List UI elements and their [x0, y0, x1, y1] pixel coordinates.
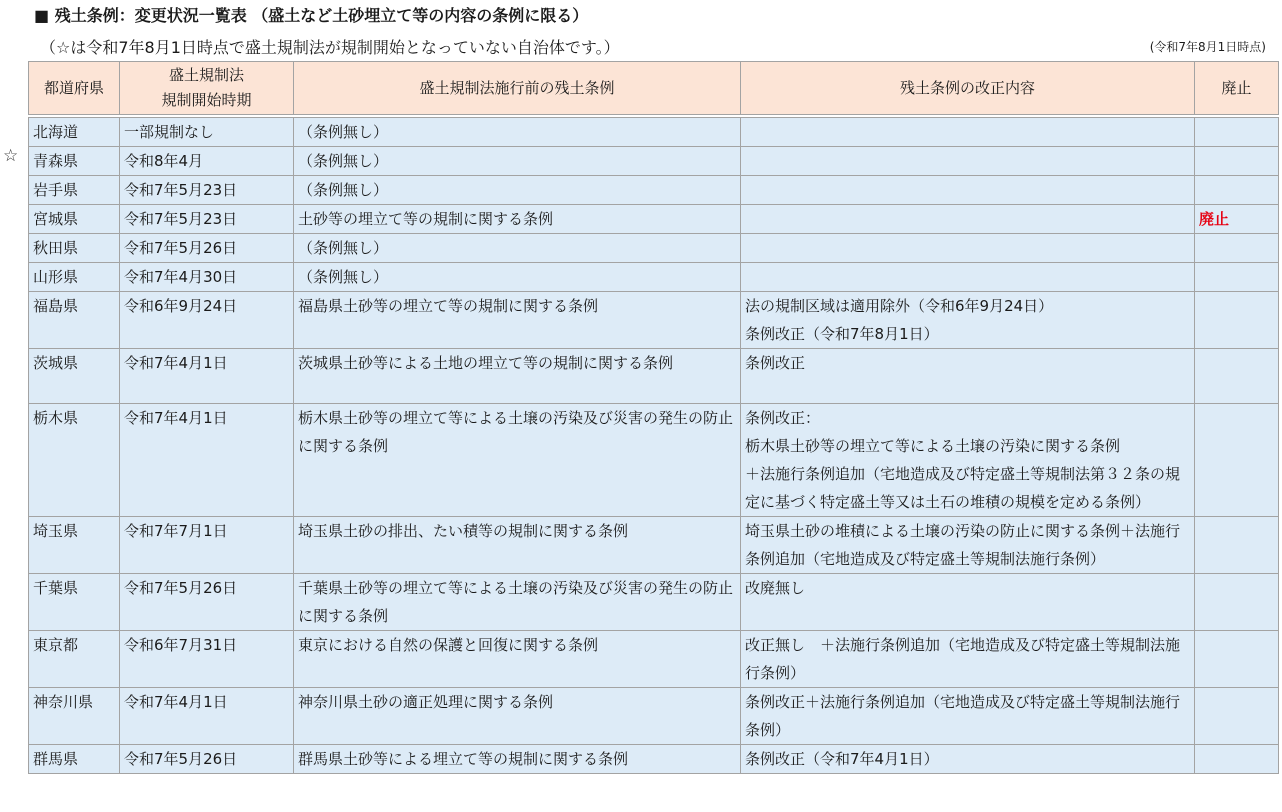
cell-revision: 条例改正 — [741, 349, 1195, 404]
cell-abolished — [1195, 176, 1279, 205]
cell-start-date: 令和7年5月23日 — [120, 205, 294, 234]
table-row — [29, 349, 1279, 404]
table-row — [29, 147, 1279, 176]
cell-ordinance-before: （条例無し） — [294, 176, 741, 205]
header-prefecture: 都道府県 — [29, 62, 120, 115]
cell-ordinance-before: 埼玉県土砂の排出、たい積等の規制に関する条例 — [294, 517, 741, 574]
cell-start-date: 令和7年5月23日 — [120, 176, 294, 205]
cell-revision — [741, 176, 1195, 205]
cell-prefecture: 群馬県 — [29, 745, 120, 774]
cell-ordinance-before: 群馬県土砂等による埋立て等の規制に関する条例 — [294, 745, 741, 774]
page-title: ■ 残土条例：変更状況一覧表 （盛土など土砂埋立て等の内容の条例に限る） — [34, 6, 589, 25]
cell-abolished — [1195, 517, 1279, 574]
cell-ordinance-before: 千葉県土砂等の埋立て等による土壌の汚染及び災害の発生の防止に関する条例 — [294, 574, 741, 631]
cell-ordinance-before: （条例無し） — [294, 118, 741, 147]
header-ordinance-before: 盛土規制法施行前の残土条例 — [294, 62, 741, 115]
cell-prefecture: 北海道 — [29, 118, 120, 147]
cell-abolished — [1195, 263, 1279, 292]
cell-prefecture: 栃木県 — [29, 404, 120, 517]
cell-start-date: 令和7年4月1日 — [120, 404, 294, 517]
table-row — [29, 688, 1279, 745]
cell-revision — [741, 234, 1195, 263]
cell-ordinance-before: （条例無し） — [294, 147, 741, 176]
cell-abolished — [1195, 631, 1279, 688]
cell-prefecture: 福島県 — [29, 292, 120, 349]
header-abolished: 廃止 — [1195, 62, 1279, 115]
cell-revision — [741, 263, 1195, 292]
cell-ordinance-before: （条例無し） — [294, 234, 741, 263]
cell-prefecture: 岩手県 — [29, 176, 120, 205]
table-row — [29, 631, 1279, 688]
cell-revision — [741, 205, 1195, 234]
cell-ordinance-before: 福島県土砂等の埋立て等の規制に関する条例 — [294, 292, 741, 349]
cell-prefecture: 青森県 — [29, 147, 120, 176]
cell-ordinance-before: （条例無し） — [294, 263, 741, 292]
table-row — [29, 517, 1279, 574]
table-row — [29, 234, 1279, 263]
table-row — [29, 745, 1279, 774]
star-marker-icon: ☆ — [3, 146, 19, 166]
table-row — [29, 292, 1279, 349]
cell-start-date: 令和7年4月1日 — [120, 349, 294, 404]
table-row — [29, 574, 1279, 631]
cell-ordinance-before: 茨城県土砂等による土地の埋立て等の規制に関する条例 — [294, 349, 741, 404]
table-row — [29, 176, 1279, 205]
cell-start-date: 令和7年5月26日 — [120, 745, 294, 774]
cell-revision: 条例改正（令和7年4月1日） — [741, 745, 1195, 774]
cell-start-date: 令和7年7月1日 — [120, 517, 294, 574]
cell-revision — [741, 118, 1195, 147]
cell-abolished — [1195, 745, 1279, 774]
cell-abolished — [1195, 404, 1279, 517]
as-of-date: (令和7年8月1日時点) — [1149, 40, 1266, 54]
cell-abolished — [1195, 147, 1279, 176]
cell-start-date: 令和8年4月 — [120, 147, 294, 176]
cell-ordinance-before: 東京における自然の保護と回復に関する条例 — [294, 631, 741, 688]
cell-revision: 条例改正： 栃木県土砂等の埋立て等による土壌の汚染に関する条例 ＋法施行条例追加（宅地造成及び特定盛土等規制法第３２条の規定に基づく特定盛土等又は土石の堆積の規模を定める条例） — [741, 404, 1195, 517]
cell-start-date: 令和6年9月24日 — [120, 292, 294, 349]
cell-prefecture: 神奈川県 — [29, 688, 120, 745]
cell-prefecture: 山形県 — [29, 263, 120, 292]
cell-start-date: 令和7年4月30日 — [120, 263, 294, 292]
table-row — [29, 118, 1279, 147]
cell-ordinance-before: 栃木県土砂等の埋立て等による土壌の汚染及び災害の発生の防止に関する条例 — [294, 404, 741, 517]
cell-prefecture: 千葉県 — [29, 574, 120, 631]
cell-ordinance-before: 土砂等の埋立て等の規制に関する条例 — [294, 205, 741, 234]
cell-abolished — [1195, 574, 1279, 631]
cell-ordinance-before: 神奈川県土砂の適正処理に関する条例 — [294, 688, 741, 745]
table-row — [29, 404, 1279, 517]
cell-start-date: 一部規制なし — [120, 118, 294, 147]
page-subtitle: （☆は令和7年8月1日時点で盛土規制法が規制開始となっていない自治体です。） — [40, 38, 620, 57]
cell-revision: 改廃無し — [741, 574, 1195, 631]
table-row — [29, 263, 1279, 292]
cell-revision: 埼玉県土砂の堆積による土壌の汚染の防止に関する条例＋法施行条例追加（宅地造成及び特定盛土等規制法施行条例） — [741, 517, 1195, 574]
cell-abolished: 廃止 — [1195, 205, 1279, 234]
cell-abolished — [1195, 234, 1279, 263]
table-header-row — [29, 62, 1279, 115]
cell-prefecture: 秋田県 — [29, 234, 120, 263]
cell-revision: 改正無し ＋法施行条例追加（宅地造成及び特定盛土等規制法施行条例） — [741, 631, 1195, 688]
cell-prefecture: 宮城県 — [29, 205, 120, 234]
cell-start-date: 令和7年5月26日 — [120, 234, 294, 263]
cell-abolished — [1195, 292, 1279, 349]
table-row — [29, 205, 1279, 234]
cell-revision — [741, 147, 1195, 176]
header-revision: 残土条例の改正内容 — [741, 62, 1195, 115]
cell-start-date: 令和7年4月1日 — [120, 688, 294, 745]
header-start-date: 盛土規制法 規制開始時期 — [120, 62, 294, 115]
cell-prefecture: 茨城県 — [29, 349, 120, 404]
cell-revision: 法の規制区域は適用除外（令和6年9月24日） 条例改正（令和7年8月1日） — [741, 292, 1195, 349]
cell-abolished — [1195, 118, 1279, 147]
cell-start-date: 令和7年5月26日 — [120, 574, 294, 631]
cell-prefecture: 埼玉県 — [29, 517, 120, 574]
cell-start-date: 令和6年7月31日 — [120, 631, 294, 688]
cell-prefecture: 東京都 — [29, 631, 120, 688]
cell-revision: 条例改正＋法施行条例追加（宅地造成及び特定盛土等規制法施行条例） — [741, 688, 1195, 745]
ordinance-table — [28, 61, 1279, 774]
cell-abolished — [1195, 688, 1279, 745]
cell-abolished — [1195, 349, 1279, 404]
